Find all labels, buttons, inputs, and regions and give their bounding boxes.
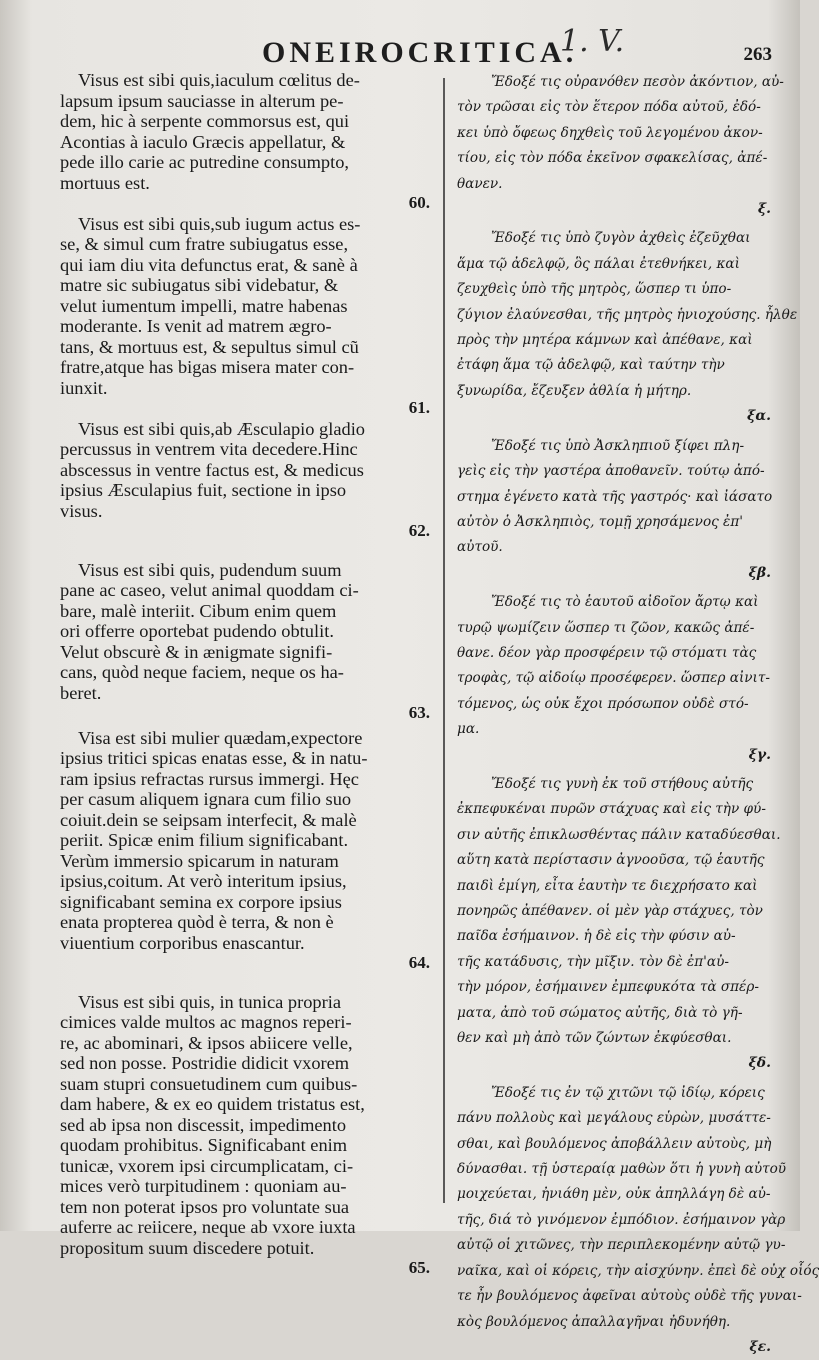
- text-line: παιδὶ ἐμίγη, εἶτα ἑαυτὴν τε διεχρήσατο καὶ: [457, 877, 758, 894]
- greek-entry: [457, 772, 781, 1077]
- text-line: δύνασθαι. τῇ ὑστεραίᾳ μαθὼν ὅτι ἡ γυνὴ αὐτοῦ: [457, 1161, 787, 1178]
- text-line: αὐτῷ οἱ χιτῶνες, τὴν περιπλεκομένην αὐτῷ γυ-: [457, 1237, 786, 1254]
- text-line: cimices valde multos ac magnos reperi-: [60, 1012, 352, 1032]
- text-line: tunicæ, vxorem ipsi circumplicatam, ci-: [60, 1155, 354, 1176]
- greek-entry: [457, 590, 775, 768]
- text-line: propositum suum discedere potuit.: [60, 1237, 315, 1258]
- text-line: Ἔδοξέ τις οὐρανόθεν πεσὸν ἀκόντιον, αὐ-: [491, 74, 784, 90]
- text-line: ματα, ἀπὸ τοῦ σώματος αὐτῆς, διὰ τὸ γῆ-: [457, 1004, 743, 1021]
- text-line: ἅμα τῷ ἀδελφῷ, ὃς πάλαι ἐτεθνήκει, καὶ: [457, 255, 740, 272]
- text-line: Visa est sibi mulier quædam,expectore: [78, 727, 363, 748]
- greek-entry: [457, 434, 775, 586]
- text-line: σθαι, καὶ βουλόμενος ἀποβάλλειν αὐτοὺς, μὴ: [457, 1135, 772, 1152]
- text-line: πρὸς τὴν μητέρα κάμνων καὶ ἀπέθανε, καὶ: [457, 332, 753, 349]
- latin-entry: [60, 419, 434, 542]
- paragraph-gap: [60, 542, 434, 560]
- text-line: Ἔδοξέ τις ἐν τῷ χιτῶνι τῷ ἰδίῳ, κόρεις: [491, 1084, 765, 1101]
- text-line: periit. Spicæ enim filium significabant.: [60, 830, 349, 850]
- text-line: ἐτάφη ἅμα τῷ ἀδελφῷ, καὶ ταύτην τὴν: [457, 357, 725, 374]
- text-line: viuentium corporibus enascantur.: [60, 932, 305, 953]
- text-line: bare, malè interiit. Cibum enim quem: [60, 600, 337, 621]
- text-line: lapsum ipsum sauciasse in alterum pe-: [60, 90, 344, 111]
- text-line: tem non poterat ipsos pro voluntate sua: [60, 1196, 350, 1217]
- latin-entry: [60, 214, 434, 419]
- text-line: abscessus in ventre factus est, & medicus: [60, 459, 364, 480]
- entry-number: ξ.: [757, 201, 771, 218]
- text-line: coiuit.dein se seipsam interfecit, & malè: [60, 809, 357, 830]
- text-line: κει ὑπὸ ὄφεως δηχθεὶς τοῦ λεγομένου ἀκον-: [457, 124, 763, 141]
- text-line: πονηρῶς ἀπέθανεν. οἱ μὲν γὰρ στάχυες, τὸν: [457, 903, 763, 919]
- text-line: Acontias à iaculo Græcis appellatur, &: [60, 131, 346, 152]
- entry-number: ξδ.: [748, 1055, 771, 1072]
- text-line: Ἔδοξέ τις ὑπὸ ζυγὸν ἀχθεὶς ἐζεῦχθαι: [491, 230, 751, 247]
- text-line: visus.: [60, 500, 103, 521]
- text-line: ζύγιον ἐλαύνεσθαι, τῆς μητρὸς ἡνιοχούσης. ἦλθε: [457, 306, 798, 323]
- text-line: Verùm immersio spicarum in naturam: [60, 850, 339, 871]
- greek-entry: [457, 70, 784, 222]
- text-line: se, & simul cum fratre subiugatus esse,: [60, 234, 349, 254]
- text-line: cans, quòd neque faciem, neque os ha-: [60, 662, 344, 682]
- text-line: τόμενος, ὡς οὐκ ἔχοι πρόσωπον οὐδὲ στό-: [457, 695, 749, 712]
- text-line: re, ac abominari, & ipsos abiicere velle,: [60, 1032, 353, 1053]
- text-line: τὸν τρῶσαι εἰς τὸν ἕτερον πόδα αὐτοῦ, ἐδό-: [457, 99, 761, 116]
- entry-number: ξα.: [747, 408, 771, 425]
- text-line: θανε. δέον γὰρ προσφέρειν τῷ στόματι τὰς: [457, 644, 757, 661]
- entry-number: 61.: [408, 398, 430, 417]
- latin-entry: [60, 70, 434, 214]
- page-header: [0, 24, 800, 74]
- text-line: significabant semina ex corpore ipsius: [60, 891, 342, 912]
- text-line: θανεν.: [457, 175, 503, 192]
- paragraph-gap: [60, 974, 434, 992]
- text-line: Ἔδοξέ τις γυνὴ ἐκ τοῦ στήθους αὐτῆς: [491, 775, 754, 792]
- text-line: quodam prohibitus. Significabant enim: [60, 1135, 348, 1155]
- text-line: αὕτη κατὰ περίστασιν ἀγνοοῦσα, τῷ ἑαυτῆς: [457, 852, 765, 869]
- latin-entry: [60, 728, 434, 974]
- running-title: ONEIROCRITICA.: [262, 36, 578, 69]
- text-line: μα.: [457, 721, 480, 738]
- text-line: fratre,atque has bigas misera mater con-: [60, 357, 355, 377]
- text-line: suam stupri consuetudinem cum quibus-: [60, 1073, 358, 1094]
- entry-number: 65.: [408, 1258, 430, 1277]
- text-line: τυρῷ ψωμίζειν ὥσπερ τι ζῶον, κακῶς ἀπέ-: [457, 619, 755, 636]
- text-line: pede illo carie ac putredine consumpto,: [60, 152, 350, 172]
- text-line: Visus est sibi quis, pudendum suum: [78, 559, 342, 580]
- text-line: ipsius tritici spicas enatas esse, & in natu-: [60, 748, 368, 768]
- text-line: tans, & mortuus est, & sepultus simul cũ: [60, 336, 359, 357]
- text-line: percussus in ventrem vita decedere.Hinc: [60, 439, 358, 459]
- text-line: ipsius Æsculapius fuit, sectione in ipso: [60, 480, 347, 500]
- latin-entry: [60, 560, 434, 724]
- text-line: auferre ac reiicere, neque ab vxore iuxta: [60, 1217, 356, 1237]
- entry-number: 64.: [408, 953, 430, 972]
- latin-column: [60, 70, 434, 1279]
- text-line: τῆς, διά τὸ γινόμενον ἐμπόδιον. ἐσήμαινον γὰρ: [457, 1211, 786, 1228]
- text-line: Visus est sibi quis,iaculum cœlitus de-: [78, 70, 360, 90]
- text-line: ζευχθεὶς ὑπὸ τῆς μητρὸς, ὥσπερ τι ὑπο-: [457, 281, 732, 298]
- text-line: velut iumentum impelli, matre habenas: [60, 295, 348, 316]
- entry-number: ξγ.: [748, 746, 771, 763]
- text-line: Visus est sibi quis,sub iugum actus es-: [78, 213, 361, 234]
- entry-number: ξε.: [749, 1338, 771, 1355]
- text-line: σιν αὐτῆς ἐπικλωσθέντας πάλιν καταδύεσθαι.: [457, 826, 781, 843]
- text-line: Visus est sibi quis,ab Æsculapio gladio: [78, 418, 366, 439]
- text-line: qui iam diu vita defunctus erat, & sanè à: [60, 254, 358, 275]
- text-line: Ἔδοξέ τις τὸ ἑαυτοῦ αἰδοῖον ἄρτῳ καὶ: [491, 594, 759, 611]
- entry-number: 60.: [408, 193, 430, 212]
- text-line: Visus est sibi quis, in tunica propria: [78, 991, 341, 1012]
- text-line: παῖδα ἐσήμαινον. ἡ δὲ εἰς τὴν φύσιν αὐ-: [457, 928, 736, 945]
- handwritten-annotation: 1. V.: [560, 24, 625, 59]
- text-line: sed non posse. Postridie didicit vxorem: [60, 1053, 350, 1073]
- text-line: moderante. Is venit ad matrem ægro-: [60, 316, 332, 336]
- text-line: στημα ἐγένετο κατὰ τῆς γαστρός· καὶ ἰάσατο: [457, 488, 773, 505]
- text-line: κὸς βουλόμενος ἀπαλλαγῆναι ἠδυνήθη.: [457, 1313, 731, 1330]
- text-line: pane ac caseo, velut animal quoddam ci-: [60, 580, 359, 600]
- text-line: μοιχεύεται, ἠνιάθη μὲν, οὐκ ἀπηλλάγη δὲ αὐ-: [457, 1186, 771, 1203]
- page-number: 263: [743, 44, 772, 65]
- text-line: γεὶς εἰς τὴν γαστέρα ἀποθανεῖν. τούτῳ ἀπό-: [457, 463, 765, 480]
- text-line: Ἔδοξέ τις ὑπὸ Ἀσκληπιοῦ ξίφει πλη-: [491, 437, 745, 454]
- text-line: ipsius,coitum. At verò interitum ipsius,: [60, 871, 347, 891]
- text-line: ori offerre oportebat pudendo obtulit.: [60, 621, 334, 641]
- latin-entry: [60, 992, 434, 1279]
- text-line: ἐκπεφυκέναι πυρῶν στάχυας καὶ εἰς τὴν φύ-: [457, 801, 766, 818]
- text-line: τροφὰς, τῷ αἰδοίῳ προσέφερεν. ὥσπερ αἰνιτ-: [457, 670, 771, 687]
- text-line: mortuus est.: [60, 172, 150, 193]
- text-line: beret.: [60, 682, 102, 703]
- text-line: τε ἦν βουλόμενος ἀφεῖναι αὐτοὺς οὐδὲ τῆς γυναι-: [457, 1288, 802, 1305]
- text-line: enata propterea quòd è terra, & non è: [60, 912, 334, 932]
- text-line: per casum aliquem ignara cum filio suo: [60, 789, 352, 809]
- greek-column: [457, 70, 819, 1360]
- text-line: mices verò turpitudinem : quoniam au-: [60, 1176, 347, 1196]
- text-line: πάνυ πολλοὺς καὶ μεγάλους εὑρὼν, μυσάττε-: [457, 1110, 771, 1127]
- column-divider: [443, 78, 445, 1203]
- text-line: iunxit.: [60, 377, 108, 398]
- text-line: sed ab ipsa non discessit, impedimento: [60, 1114, 347, 1135]
- greek-entry: [457, 1081, 819, 1360]
- entry-number: 62.: [408, 521, 430, 540]
- text-line: ναῖκα, καὶ οἱ κόρεις, τὴν αἰσχύνην. ἐπεὶ δὲ οὐχ οἷός: [457, 1262, 819, 1279]
- text-line: matre sic subiugatus sibi videbatur, &: [60, 275, 339, 295]
- text-line: τίου, εἰς τὸν πόδα ἐκεῖνον σφακελίσας, ἀπέ-: [457, 150, 768, 167]
- text-line: ram ipsius refractas rursus immergi. Hęc: [60, 768, 359, 789]
- entry-number: 63.: [408, 703, 430, 722]
- entry-number: ξβ.: [748, 564, 771, 581]
- text-line: τὴν μόρον, ἐσήμαινεν ἐμπεφυκότα τὰ σπέρ-: [457, 979, 759, 996]
- text-line: dem, hic à serpente commorsus est, qui: [60, 111, 350, 131]
- text-line: θεν καὶ μὴ ἀπὸ τῶν ζώντων ἐκφύεσθαι.: [457, 1030, 732, 1047]
- text-line: τῆς κατάδυσις, τὴν μῖξιν. τὸν δὲ ἐπ'αὐ-: [457, 953, 729, 970]
- text-line: αὐτὸν ὁ Ἀσκληπιὸς, τομῇ χρησάμενος ἐπ': [457, 513, 744, 530]
- text-line: dam habere, & ex eo quidem tristatus est,: [60, 1094, 365, 1114]
- greek-entry: [457, 226, 798, 429]
- text-line: Velut obscurè & in ænigmate signifi-: [60, 641, 333, 662]
- text-line: ξυνωρίδα, ἔζευξεν ἀθλία ἡ μήτηρ.: [457, 382, 692, 399]
- text-line: αὐτοῦ.: [457, 539, 503, 556]
